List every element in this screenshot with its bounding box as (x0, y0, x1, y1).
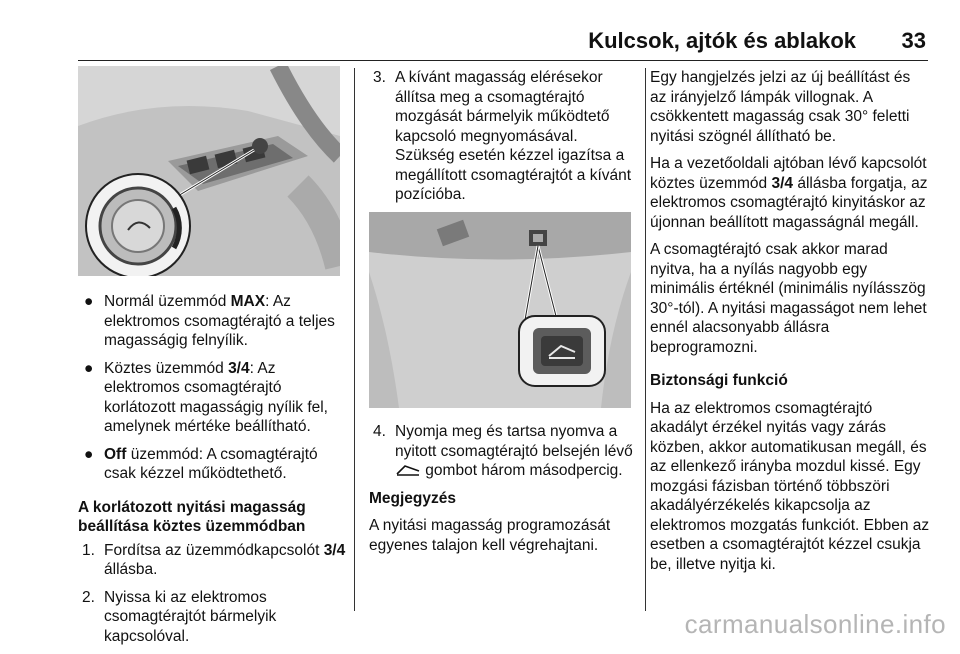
paragraph-min-opening: A csomagtérajtó csak akkor marad nyitva, ha a nyílás nagyobb egy minimális értéknél (minimális nyílásszög 30°-tól). A nyitási magasságot nem lehet ennél alacsonyabb állásra beprogramozni. (650, 241, 927, 356)
column-2-bottom (369, 422, 635, 563)
section-title: Kulcsok, ajtók és ablakok (588, 28, 856, 53)
section-heading-limited-height: A korlátozott nyitási magasság beállítása köztes üzemmódban (78, 498, 306, 535)
tailgate-button-icon (395, 463, 421, 477)
column-divider-2 (645, 68, 646, 611)
section-heading-safety: Biztonsági funkció (650, 372, 788, 389)
note-title: Megjegyzés (369, 489, 457, 507)
note-text: A nyitási magasság programozását egyenes talajon kell végrehajtani. (369, 517, 611, 554)
paragraph-driver-switch: Ha a vezetőoldali ajtóban lévő kapcsolót köztes üzemmód 3/4 állásba forgatja, az elektromos csomagtérajtó kinyitáskor az újonnan beállított magasságnál megáll. (650, 155, 928, 231)
paragraph-signal: Egy hangjelzés jelzi az új beállítást és az irányjelző lámpák villognak. A csökkentett magasság csak 30° feletti nyitási szögnél állítható be. (650, 69, 911, 145)
column-divider-1 (354, 68, 355, 611)
page-header (78, 24, 928, 61)
figure-tailgate-button (369, 212, 631, 408)
step-2: 2. Nyissa ki az elektromos csomagtérajtót bármelyik kapcsolóval. (82, 588, 277, 645)
paragraph-safety: Ha az elektromos csomagtérajtó akadályt érzékel nyitás vagy zárás közben, akkor automatikusan megáll, és az ellenkező irányba mozdul kissé. Egy mozgási fázisban történő többszöri akadályérzékelés kikapcsolja az elektromos mozgatás funkciót. Ebben az esetben a csomagtérajtót kézzel csukja be, illetve nyitja ki. (650, 399, 930, 573)
bullet-max-mode: ● Normál üzemmód MAX: Az elektromos csomagtérajtó a teljes magasságig felnyílik. (84, 293, 335, 349)
bullet-intermediate-mode: ● Köztes üzemmód 3/4: Az elektromos csomagtérajtó korlátozott magasságig nyílik fel, amelynek mértéke beállítható. (84, 359, 328, 435)
step-1: 1. Fordítsa az üzemmódkapcsolót 3/4 állásba. (82, 541, 346, 578)
column-1 (78, 292, 348, 654)
door-switch-illustration (78, 66, 340, 276)
tailgate-illustration (369, 212, 631, 408)
watermark: carmanualsonline.info (684, 609, 946, 639)
column-3 (650, 68, 930, 582)
step-3: 3. A kívánt magasság elérésekor állítsa meg a csomagtérajtó mozgását bármelyik működtető kapcsoló megnyomásával. Szükség esetén kézzel igazítsa a megállított csomagtérajtót a kívánt pozícióba. (373, 69, 632, 203)
page-number: 33 (901, 28, 926, 53)
column-2-top (369, 68, 635, 213)
bullet-off-mode: ● Off üzemmód: A csomagtérajtó csak kézzel működtethető. (84, 445, 318, 482)
figure-door-switch (78, 66, 340, 276)
step-4: 4. Nyomja meg és tartsa nyomva a nyitott csomagtérajtó belsején lévő gombot három másodpercig. (373, 423, 633, 479)
